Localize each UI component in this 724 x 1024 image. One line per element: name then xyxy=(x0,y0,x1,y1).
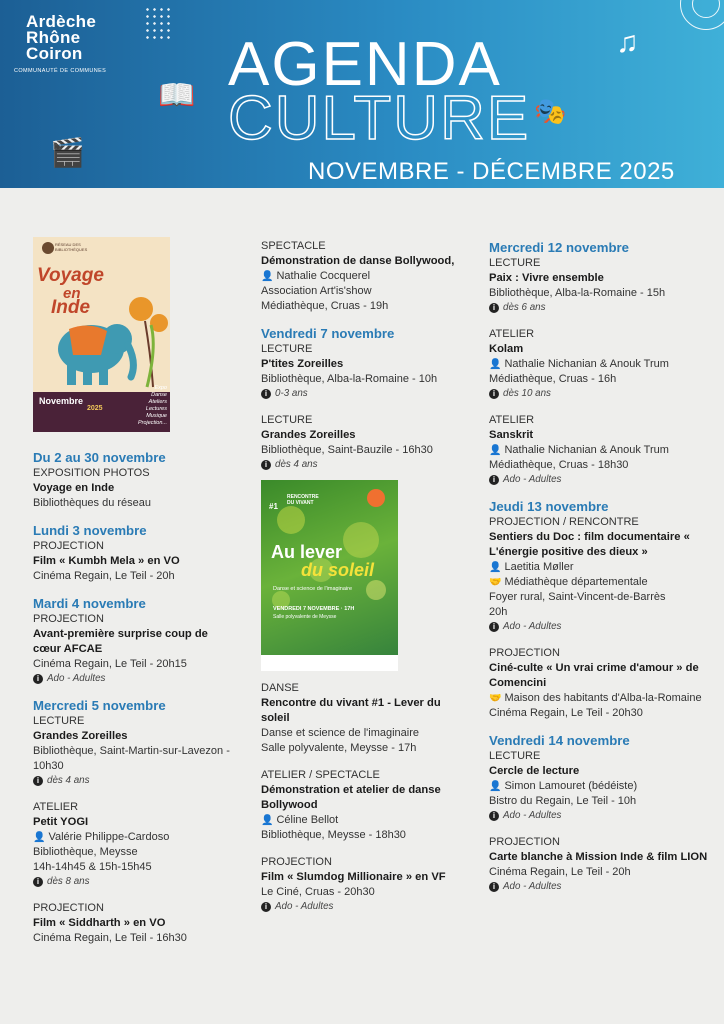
spacer xyxy=(33,889,233,901)
spacer xyxy=(489,487,709,499)
event-category: PROJECTION / RENCONTRE xyxy=(489,516,639,528)
event-title: Avant-première surprise coup de cœur AFCAE xyxy=(33,628,208,655)
header-banner xyxy=(0,0,724,188)
spacer xyxy=(261,843,471,855)
column-2-top xyxy=(261,239,471,472)
handshake-icon: 🤝 xyxy=(489,577,502,588)
event-age-text: Ado - Adultes xyxy=(503,474,562,485)
event-block xyxy=(33,901,233,946)
event-block xyxy=(261,413,471,472)
poster1-title-a: Voyage xyxy=(37,265,104,286)
spacer xyxy=(489,315,709,327)
logo-subtitle: COMMUNAUTÉ DE COMMUNES xyxy=(14,68,107,74)
column-1 xyxy=(33,450,233,946)
info-icon: i xyxy=(489,882,499,892)
event-person-name: Simon Lamouret (bédéiste) xyxy=(504,780,638,792)
event-detail-line: Bibliothèque, Alba-la-Romaine - 10h xyxy=(261,373,438,385)
info-icon: i xyxy=(261,902,271,912)
event-partner xyxy=(489,691,709,706)
event-age-text: Ado - Adultes xyxy=(47,673,106,684)
event-date: Mercredi 5 novembre xyxy=(33,698,166,713)
event-title: Rencontre du vivant #1 - Lever du soleil xyxy=(261,697,441,724)
spacer xyxy=(489,634,709,646)
event-detail-line: Bibliothèque, Meysse - 18h30 xyxy=(261,829,406,841)
logo-line-2: Rhône xyxy=(26,28,81,47)
info-icon: i xyxy=(489,475,499,485)
event-detail-line: Médiathèque, Cruas - 18h30 xyxy=(489,459,629,471)
poster1-list-item: Ateliers xyxy=(148,399,167,405)
title-culture: CULTURE xyxy=(228,84,531,153)
event-partner-name: Médiathèque départementale xyxy=(504,576,648,588)
person-icon: 👤 xyxy=(489,781,502,792)
event-age-text: dès 4 ans xyxy=(275,459,318,470)
poster1-title-b: en xyxy=(63,285,81,302)
poster2-place: Salle polyvalente de Meysse xyxy=(273,614,337,620)
person-icon: 👤 xyxy=(489,562,502,573)
event-title: Sentiers du Doc : film documentaire « L'énergie positive des dieux » xyxy=(489,531,690,558)
event-age-text: 0-3 ans xyxy=(275,388,308,399)
event-person xyxy=(261,813,471,828)
event-detail-line: Bibliothèque, Alba-la-Romaine - 15h xyxy=(489,287,666,299)
event-date: Jeudi 13 novembre xyxy=(489,499,609,514)
person-icon: 👤 xyxy=(33,832,46,843)
event-age xyxy=(489,301,709,315)
info-icon: i xyxy=(33,674,43,684)
event-detail-line: Foyer rural, Saint-Vincent-de-Barrès xyxy=(489,591,666,603)
event-category: PROJECTION xyxy=(489,836,560,848)
event-detail-line: Cinéma Regain, Le Teil - 20h30 xyxy=(489,707,643,719)
event-person-name: Nathalie Cocquerel xyxy=(276,270,371,282)
event-detail-line: Salle polyvalente, Meysse - 17h xyxy=(261,742,417,754)
event-title: Grandes Zoreilles xyxy=(261,429,356,441)
event-block xyxy=(489,835,709,894)
poster2-date: VENDREDI 7 NOVEMBRE · 17H xyxy=(273,606,355,612)
event-detail-line: Cinéma Regain, Le Teil - 20h xyxy=(33,570,175,582)
event-title: P'tites Zoreilles xyxy=(261,358,344,370)
poster1-year: 2025 xyxy=(87,405,103,412)
event-person xyxy=(489,779,709,794)
event-person xyxy=(261,269,471,284)
event-category: ATELIER xyxy=(489,414,535,426)
event-title: Film « Siddharth » en VO xyxy=(33,917,166,929)
event-age-text: Ado - Adultes xyxy=(503,810,562,821)
event-detail-line: Cinéma Regain, Le Teil - 16h30 xyxy=(33,932,187,944)
event-age xyxy=(489,809,709,823)
logo xyxy=(14,14,106,74)
event-age xyxy=(33,774,233,788)
event-category: EXPOSITION PHOTOS xyxy=(33,467,150,479)
event-category: SPECTACLE xyxy=(261,240,326,252)
poster-voyage-en-inde xyxy=(33,237,170,432)
event-title: Cercle de lecture xyxy=(489,765,580,777)
event-age-text: dès 10 ans xyxy=(503,388,551,399)
event-date: Vendredi 14 novembre xyxy=(489,733,630,748)
event-person-name: Nathalie Nichanian & Anouk Trum xyxy=(504,358,669,370)
event-category: LECTURE xyxy=(261,414,313,426)
event-block xyxy=(33,450,233,511)
event-partner xyxy=(489,575,709,590)
poster1-network: RÉSEAU DES BIBLIOTHÈQUES xyxy=(55,242,88,252)
event-detail-line: Bibliothèques du réseau xyxy=(33,497,152,509)
event-person-name: Céline Bellot xyxy=(276,814,339,826)
event-date: Lundi 3 novembre xyxy=(33,523,147,538)
event-category: LECTURE xyxy=(261,343,313,355)
event-block xyxy=(261,326,471,401)
info-icon: i xyxy=(489,389,499,399)
event-detail-line: Danse et science de l'imaginaire xyxy=(261,727,420,739)
poster1-list-item: Musique xyxy=(146,413,167,419)
event-age xyxy=(489,620,709,634)
person-icon: 👤 xyxy=(261,815,274,826)
event-person-name: Valérie Philippe-Cardoso xyxy=(48,831,170,843)
event-block xyxy=(261,239,471,314)
event-category: DANSE xyxy=(261,682,299,694)
event-title: Paix : Vivre ensemble xyxy=(489,272,604,284)
event-date: Mercredi 12 novembre xyxy=(489,240,629,255)
event-person-name: Laetitia Møller xyxy=(504,561,574,573)
event-block xyxy=(33,523,233,584)
event-title: Kolam xyxy=(489,343,524,355)
spacer xyxy=(489,721,709,733)
event-title: Film « Kumbh Mela » en VO xyxy=(33,555,180,567)
title-agenda: AGENDA xyxy=(228,30,502,99)
theater-masks-icon: 🎭 xyxy=(534,96,567,126)
event-detail-line: Médiathèque, Cruas - 16h xyxy=(489,373,617,385)
event-block xyxy=(33,698,233,788)
event-block xyxy=(489,413,709,487)
event-category: PROJECTION xyxy=(33,613,104,625)
event-age-text: dès 6 ans xyxy=(503,302,546,313)
event-detail-line: 20h xyxy=(489,606,508,618)
event-title: Film « Slumdog Millionaire » en VF xyxy=(261,871,446,883)
poster2-title-a: Au lever xyxy=(271,542,343,562)
event-title: Sanskrit xyxy=(489,429,534,441)
event-category: ATELIER xyxy=(33,801,79,813)
spacer xyxy=(489,401,709,413)
handshake-icon: 🤝 xyxy=(489,693,502,704)
logo-line-3: Coiron xyxy=(26,44,83,63)
person-icon: 👤 xyxy=(489,445,502,456)
event-person xyxy=(489,560,709,575)
person-icon: 👤 xyxy=(261,271,274,282)
event-age xyxy=(261,458,471,472)
spacer xyxy=(33,788,233,800)
event-block xyxy=(489,646,709,721)
event-person xyxy=(33,830,233,845)
poster1-title-c: Inde xyxy=(51,297,91,318)
event-detail-line: Cinéma Regain, Le Teil - 20h xyxy=(489,866,631,878)
event-age xyxy=(489,387,709,401)
info-icon: i xyxy=(489,811,499,821)
event-partner-name: Maison des habitants d'Alba-la-Romaine xyxy=(504,692,702,704)
event-age-text: dès 8 ans xyxy=(47,876,90,887)
logo-line-1: Ardèche xyxy=(26,12,97,31)
spacer xyxy=(33,584,233,596)
event-detail-line: 14h-14h45 & 15h-15h45 xyxy=(33,861,152,873)
event-date: Mardi 4 novembre xyxy=(33,596,146,611)
spacer xyxy=(261,401,471,413)
column-3 xyxy=(489,240,709,894)
column-2-bottom xyxy=(261,681,471,914)
poster1-month: Novembre xyxy=(39,396,84,406)
event-category: PROJECTION xyxy=(33,902,104,914)
event-age-text: dès 4 ans xyxy=(47,775,90,786)
event-title: Démonstration de danse Bollywood, xyxy=(261,255,455,267)
info-icon: i xyxy=(261,389,271,399)
event-title: Grandes Zoreilles xyxy=(33,730,128,742)
event-date: Du 2 au 30 novembre xyxy=(33,450,166,465)
event-category: PROJECTION xyxy=(33,540,104,552)
spacer xyxy=(489,823,709,835)
spacer xyxy=(261,314,471,326)
poster1-list-item: Expo xyxy=(154,385,167,391)
info-icon: i xyxy=(261,460,271,470)
poster1-list-item: Projection... xyxy=(137,420,167,426)
event-age xyxy=(261,900,471,914)
poster2-title-b: du soleil xyxy=(301,560,375,580)
event-block xyxy=(33,596,233,686)
event-detail-line: Bibliothèque, Saint-Bauzile - 16h30 xyxy=(261,444,433,456)
poster1-list xyxy=(133,385,167,427)
event-age-text: Ado - Adultes xyxy=(503,881,562,892)
event-person xyxy=(489,357,709,372)
event-age xyxy=(33,672,233,686)
event-age xyxy=(33,875,233,889)
event-date: Vendredi 7 novembre xyxy=(261,326,395,341)
spacer xyxy=(33,686,233,698)
info-icon: i xyxy=(489,622,499,632)
poster2-num: #1 xyxy=(269,502,278,511)
event-block xyxy=(489,327,709,401)
poster1-list-item: Lectures xyxy=(145,406,167,412)
event-category: PROJECTION xyxy=(489,647,560,659)
poster2-tag: RENCONTRE DU VIVANT xyxy=(287,494,319,506)
event-category: LECTURE xyxy=(489,750,541,762)
event-title: Ciné-culte « Un vrai crime d'amour » de Comencini xyxy=(489,662,699,689)
event-age xyxy=(489,473,709,487)
event-age xyxy=(261,387,471,401)
event-age-text: Ado - Adultes xyxy=(275,901,334,912)
music-notes-icon: ♫ xyxy=(616,26,639,59)
event-block xyxy=(261,681,471,756)
poster1-list-item: Danse xyxy=(151,392,167,398)
event-age-text: Ado - Adultes xyxy=(503,621,562,632)
event-detail-line: Le Ciné, Cruas - 20h30 xyxy=(261,886,375,898)
event-category: LECTURE xyxy=(33,715,85,727)
event-age xyxy=(489,880,709,894)
event-block xyxy=(489,240,709,315)
event-category: ATELIER / SPECTACLE xyxy=(261,769,380,781)
info-icon: i xyxy=(33,877,43,887)
person-icon: 👤 xyxy=(489,359,502,370)
event-detail-line: Association Art'is'show xyxy=(261,285,372,297)
book-icon: 📖 xyxy=(158,79,196,112)
dots-decoration xyxy=(144,6,170,42)
event-block xyxy=(489,499,709,634)
event-detail-line: Bibliothèque, Meysse xyxy=(33,846,138,858)
period-subtitle: NOVEMBRE - DÉCEMBRE 2025 xyxy=(308,158,675,185)
event-category: LECTURE xyxy=(489,257,541,269)
event-block xyxy=(489,733,709,823)
event-category: PROJECTION xyxy=(261,856,332,868)
event-title: Démonstration et atelier de danse Bollywood xyxy=(261,784,441,811)
event-detail-line: Médiathèque, Cruas - 19h xyxy=(261,300,389,312)
event-category: ATELIER xyxy=(489,328,535,340)
poster2-sub: Danse et science de l'imaginaire xyxy=(273,586,353,592)
event-person-name: Nathalie Nichanian & Anouk Trum xyxy=(504,444,669,456)
event-title: Carte blanche à Mission Inde & film LION xyxy=(489,851,708,863)
info-icon: i xyxy=(33,776,43,786)
event-block xyxy=(261,768,471,843)
clapperboard-icon: 🎬 xyxy=(50,137,85,168)
event-block xyxy=(33,800,233,889)
event-detail-line: Bibliothèque, Saint-Martin-sur-Lavezon - 10h30 xyxy=(33,745,230,772)
poster-au-lever-du-soleil xyxy=(261,480,398,671)
event-title: Petit YOGI xyxy=(33,816,89,828)
event-title: Voyage en Inde xyxy=(33,482,115,494)
spacer xyxy=(33,511,233,523)
spacer xyxy=(261,756,471,768)
event-block xyxy=(261,855,471,914)
event-detail-line: Bistro du Regain, Le Teil - 10h xyxy=(489,795,637,807)
event-detail-line: Cinéma Regain, Le Teil - 20h15 xyxy=(33,658,187,670)
info-icon: i xyxy=(489,303,499,313)
event-person xyxy=(489,443,709,458)
